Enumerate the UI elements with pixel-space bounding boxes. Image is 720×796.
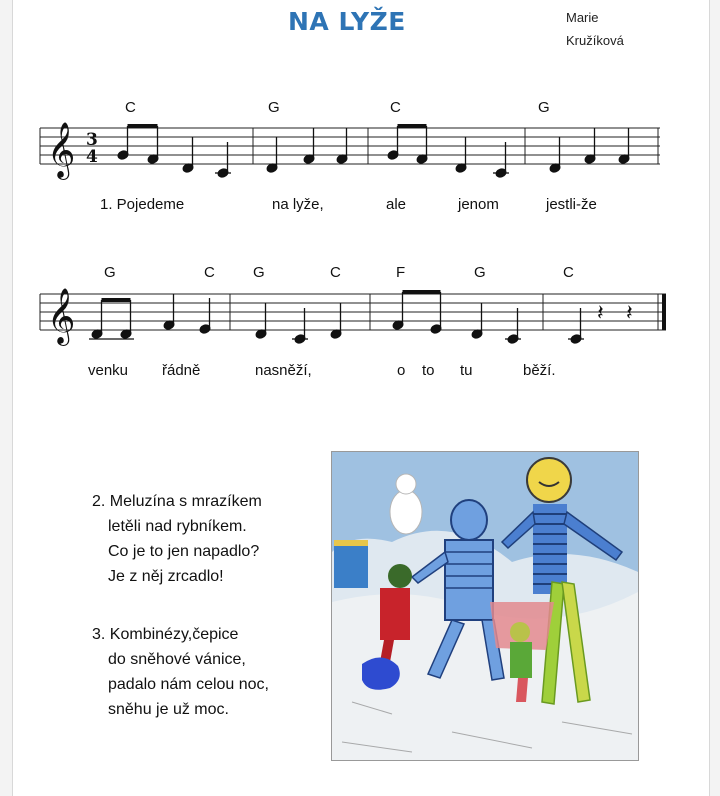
author-last-name: Kružíková (566, 33, 624, 48)
lyric-syllable: nasněží, (255, 362, 312, 379)
lyric-syllable: o (397, 362, 406, 379)
treble-clef-icon: 𝄞 (47, 122, 76, 178)
childrens-drawing-illustration (331, 451, 639, 761)
lyric-syllable: jenom (458, 196, 499, 213)
verse-line: 2. Meluzína s mrazíkem (92, 493, 262, 510)
chord-symbol: G (538, 99, 550, 116)
chord-symbol: G (474, 264, 486, 281)
lyric-syllable: na lyže, (272, 196, 324, 213)
verse-3 (92, 622, 269, 722)
chord-symbol: C (204, 264, 215, 281)
author-first-name: Marie (566, 10, 599, 25)
lyric-syllable: 1. Pojedeme (100, 196, 185, 213)
lyric-syllable: venku (88, 362, 129, 379)
verse-line: Je z něj zrcadlo! (108, 568, 224, 585)
chord-symbol: F (396, 264, 406, 281)
final-barline (662, 294, 666, 330)
chord-symbol: C (390, 99, 401, 116)
lyric-syllable: to (422, 362, 435, 379)
verse-line: sněhu je už moc. (108, 701, 229, 718)
verse-line: letěli nad rybníkem. (108, 518, 247, 535)
lyric-syllable: ale (386, 196, 407, 213)
lyric-syllable: běží. (523, 362, 556, 379)
chord-symbol: C (563, 264, 574, 281)
verse-line: Co je to jen napadlo? (108, 543, 260, 560)
chord-symbol: G (253, 264, 265, 281)
chord-symbol: C (125, 99, 136, 116)
chord-symbol: G (104, 264, 116, 281)
treble-clef-icon: 𝄞 (47, 288, 76, 344)
music-staff-2 (0, 0, 720, 360)
chord-symbol: G (268, 99, 280, 116)
drawing-art (332, 452, 638, 760)
quarter-rest-icon: 𝄽 (597, 301, 604, 326)
lyric-syllable: jestli-že (546, 196, 597, 213)
song-title: NA LYŽE (288, 7, 406, 36)
lyric-syllable: tu (460, 362, 473, 379)
lyric-syllable: řádně (162, 362, 201, 379)
quarter-rest-icon: 𝄽 (626, 301, 633, 326)
verse-line: do sněhové vánice, (108, 651, 246, 668)
verse-line: 3. Kombinézy,čepice (92, 626, 239, 643)
verse-2 (92, 489, 262, 589)
time-signature-top: 3 (86, 130, 98, 150)
verse-line: padalo nám celou noc, (108, 676, 269, 693)
time-signature-bottom: 4 (86, 147, 98, 167)
chord-symbol: C (330, 264, 341, 281)
